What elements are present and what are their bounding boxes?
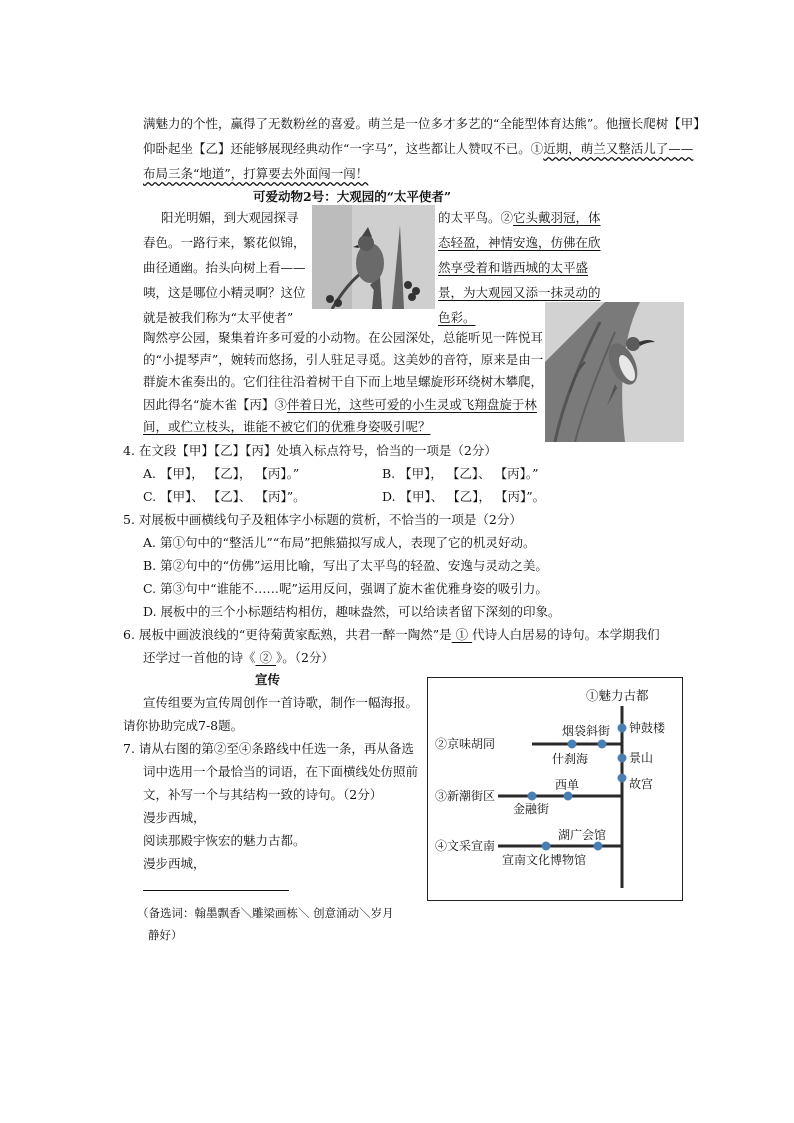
label-yandaixiejie: 烟袋斜街 <box>562 724 611 738</box>
left-col-line-2: 春色。一路行来，繁花似锦， <box>143 235 306 250</box>
q7-line-1: 7. 请从右图的第②至④条路线中任选一条，再从备选 <box>123 741 414 756</box>
lower-line-4 <box>143 396 537 414</box>
poem-line-3: 漫步西城， <box>143 856 206 871</box>
q4-option-d: D. 【甲】、 【乙】， 【丙】”。 <box>382 489 546 504</box>
station-yandaixiejie <box>598 740 607 749</box>
lower-line-1: 陶然亭公园，聚集着许多可爱的小动物。在公园深处，总能听见一阵悦耳 <box>143 330 544 345</box>
left-col-line-3: 曲径通幽。抬头向树上看—— <box>143 260 306 275</box>
station-shichahai <box>568 740 577 749</box>
section-title: 可爱动物2号：大观园的“太平使者” <box>253 189 452 204</box>
q5-option-b: B. 第②句中的“仿佛”运用比喻，写出了太平鸟的轻盈、安逸与灵动之美。 <box>143 558 548 573</box>
lower-line-4-text: 因此得名“旋木雀【丙】③ <box>143 397 287 412</box>
passage-line-1: 满魅力的个性，赢得了无数粉丝的喜爱。萌兰是一位多才多艺的“全能型体育达熊”。他擅长爬树【甲】 <box>143 116 706 131</box>
q7-line-2: 词中选用一个最恰当的词语，在下面横线处仿照前 <box>143 764 419 779</box>
q4-stem: 4. 在文段【甲】【乙】【丙】处填入标点符号，恰当的一项是（2分） <box>123 443 497 458</box>
label-jingshan: 景山 <box>629 751 654 765</box>
q5-stem: 5. 对展板中画横线句子及粗体字小标题的赏析，不恰当的一项是（2分） <box>123 512 522 527</box>
label-xidan: 西单 <box>555 778 580 792</box>
q6-line-2 <box>143 649 334 667</box>
underline-sentence-2c: 然享受着和谐西城的太平盛 <box>438 260 589 275</box>
underline-sentence-2d: 景，为大观园又添一抹灵动的 <box>438 285 601 300</box>
label-huguanghuiguan: 湖广会馆 <box>558 828 607 842</box>
q6-text-4: 》。（2分） <box>275 650 334 665</box>
underline-sentence-2b: 态轻盈，神情安逸，仿佛在欣 <box>438 235 601 250</box>
q4-option-c: C. 【甲】、 【乙】、 【丙】”。 <box>143 489 306 504</box>
q6-blank-1: ① <box>451 627 473 642</box>
xuanchuan-p1: 宣传组要为宣传周创作一首诗歌，制作一幅海报。 <box>143 695 419 710</box>
label-shichahai: 什刹海 <box>552 752 589 766</box>
right-col-line-1-text: 的太平鸟。② <box>438 210 514 225</box>
q5-option-c: C. 第③句中“谁能不……呢”运用反问，强调了旋木雀优雅身姿的吸引力。 <box>143 581 548 596</box>
options-line-1: （备选词：翰墨飘香＼雕梁画栋＼ 创意涌动＼岁月 <box>137 906 394 920</box>
left-col-line-4: 咦，这是哪位小精灵啊？这位 <box>143 285 306 300</box>
route-3-label: ③新潮街区 <box>435 789 496 803</box>
route-4-label: ④文采宣南 <box>435 839 496 853</box>
passage-line-2-text: 仰卧起坐【乙】还能够展现经典动作“一字马”，这些都让人赞叹不已。① <box>143 141 544 156</box>
q4-option-b: B. 【甲】， 【乙】、 【丙】。” <box>382 466 539 481</box>
station-jinrongjie <box>528 792 537 801</box>
passage-line-2 <box>143 140 693 158</box>
label-gugong: 故宫 <box>629 777 654 791</box>
station-zhonggulou <box>618 724 627 733</box>
q6-blank-2: ② <box>255 650 276 665</box>
lower-line-3: 群旋木雀奏出的。它们往往沿着树干自下而上地呈螺旋形环绕树木攀爬， <box>143 374 544 389</box>
q5-option-d: D. 展板中的三个小标题结构相仿，趣味盎然，可以给读者留下深刻的印象。 <box>143 604 561 619</box>
answer-blank-line <box>143 890 289 891</box>
q7-line-3: 文，补写一个与其结构一致的诗句。（2分） <box>143 787 383 802</box>
right-col-line-1 <box>438 209 601 227</box>
q5-option-a: A. 第①句中的“整活儿”“布局”把熊猫拟写成人，表现了它的机灵好动。 <box>143 535 536 550</box>
station-xuannan <box>542 842 551 851</box>
waxwing-bird-icon <box>312 205 435 309</box>
q6-text-1: 6. 展板中画波浪线的“更待菊黄家酝熟，共君一醉一陶然”是 <box>123 627 452 642</box>
waxwing-photo <box>312 205 435 309</box>
label-jinrongjie: 金融街 <box>513 802 550 816</box>
label-xuannan-museum: 宣南文化博物馆 <box>502 853 587 867</box>
station-jingshan <box>618 754 627 763</box>
passage-line-3 <box>143 165 368 183</box>
options-line-2: 静好） <box>148 928 183 942</box>
wavy-sentence-1a: 近期，萌兰又整活儿了—— <box>543 141 694 156</box>
q4-option-a: A. 【甲】， 【乙】， 【丙】。” <box>143 466 300 481</box>
q6-text-3: 还学过一首他的诗《 <box>143 650 256 665</box>
q6-text-2: 代诗人白居易的诗句。本学期我们 <box>472 627 660 642</box>
xuanchuan-title: 宣传 <box>255 672 281 687</box>
treecreeper-bird-icon <box>545 302 684 442</box>
lower-line-2: 的“小提琴声”，婉转而悠扬，引人驻足寻觅。这美妙的音符，原来是由一 <box>143 352 544 367</box>
xuanchuan-p2: 请你协助完成7-8题。 <box>123 718 244 733</box>
underline-sentence-2a: 它头戴羽冠，体 <box>513 210 601 225</box>
underline-sentence-3b: 间，或伫立枝头，谁能不被它们的优雅身姿吸引呢？ <box>143 419 431 434</box>
route-map <box>427 677 683 901</box>
poem-line-1: 漫步西城， <box>143 810 206 825</box>
underline-sentence-2e: 色彩。 <box>438 310 476 325</box>
route-1-label: ①魅力古都 <box>586 688 649 703</box>
underline-sentence-3a: 伴着日光，这些可爱的小生灵或飞翔盘旋于林 <box>286 397 537 412</box>
treecreeper-photo <box>545 302 684 442</box>
left-col-line-1: 阳光明媚，到大观园探寻 <box>161 210 299 225</box>
wavy-sentence-1b: 布局三条“地道”，打算要去外面闯一闯！ <box>143 166 369 181</box>
left-col-line-5: 就是被我们称为“太平使者” <box>143 310 294 325</box>
q6-line-1 <box>123 626 660 644</box>
label-zhonggulou: 钟鼓楼 <box>629 721 666 735</box>
station-xidan <box>564 792 573 801</box>
route-2-label: ②京味胡同 <box>435 737 496 751</box>
poem-line-2: 阅读那殿宇恢宏的魅力古都。 <box>143 833 306 848</box>
station-gugong <box>618 774 627 783</box>
station-huguanghuiguan <box>594 842 603 851</box>
